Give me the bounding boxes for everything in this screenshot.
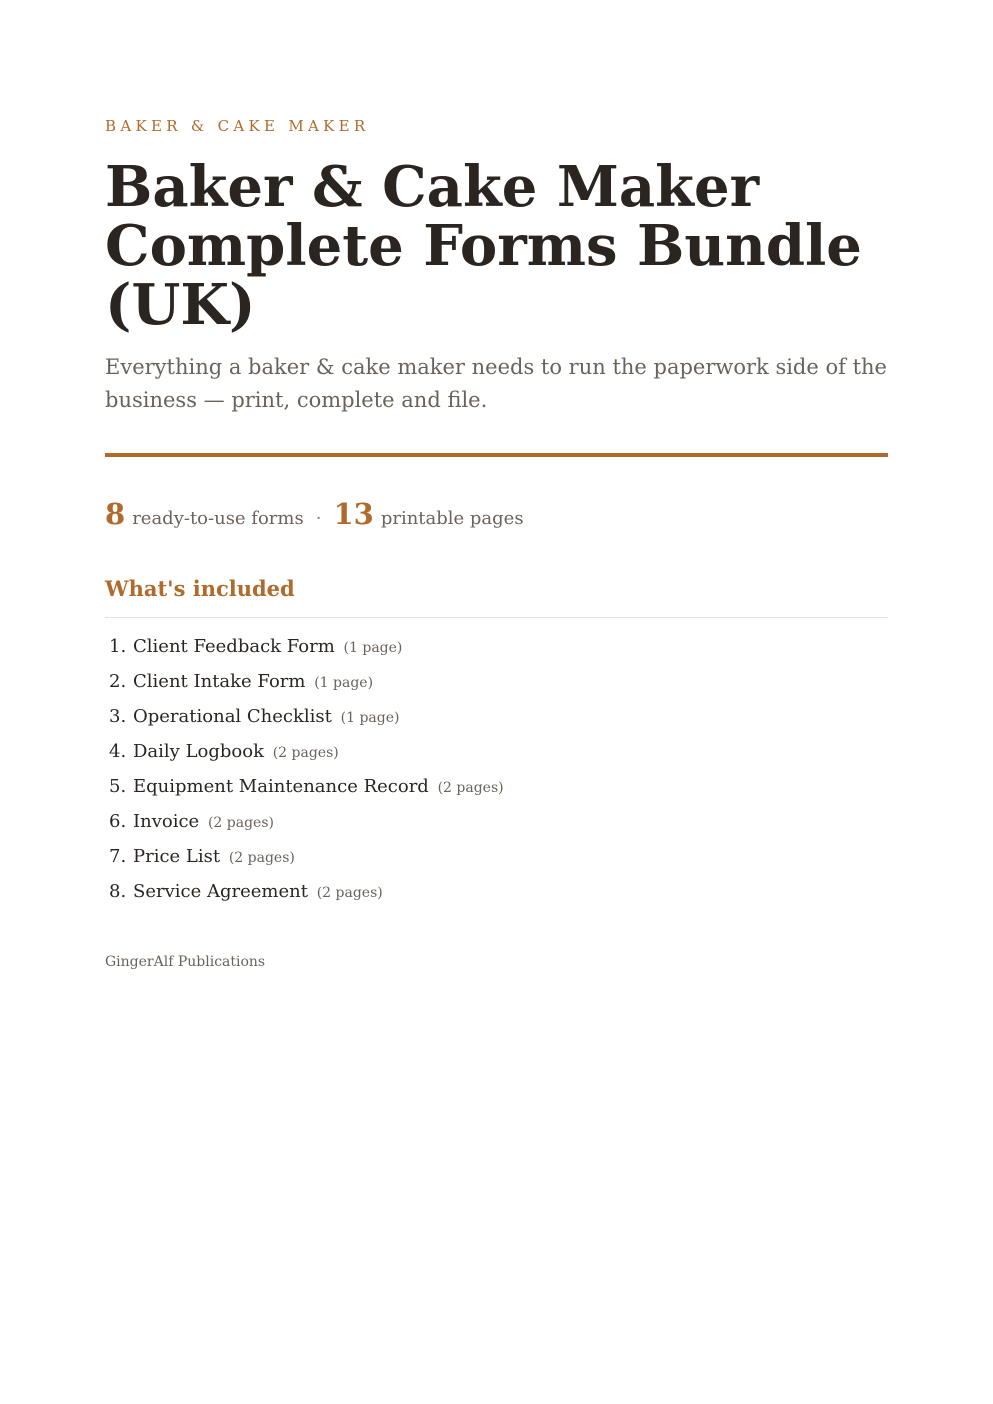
- list-item-number: 5.: [109, 776, 127, 797]
- page-title: Baker & Cake Maker Complete Forms Bundle (UK): [105, 154, 862, 338]
- list-item: [109, 737, 504, 772]
- list-item: [109, 632, 504, 667]
- list-item-name: Client Feedback Form: [133, 636, 335, 657]
- forms-count-label: ready-to-use forms: [132, 508, 304, 529]
- list-item: [109, 842, 504, 877]
- list-item-number: 2.: [109, 671, 127, 692]
- accent-divider: [105, 453, 888, 457]
- publisher-credit: GingerAlf Publications: [105, 954, 266, 970]
- list-item-name: Invoice: [133, 811, 200, 832]
- list-item-pages: (2 pages): [207, 815, 274, 831]
- list-item: [109, 667, 504, 702]
- list-item-name: Client Intake Form: [133, 671, 306, 692]
- list-item-pages: (2 pages): [437, 780, 504, 796]
- list-item-pages: (1 page): [343, 640, 403, 656]
- pages-count: 13: [333, 497, 374, 531]
- list-item-name: Service Agreement: [133, 881, 308, 902]
- list-item: [109, 772, 504, 807]
- list-item-number: 3.: [109, 706, 127, 727]
- list-item-pages: (1 page): [314, 675, 374, 691]
- list-item: [109, 807, 504, 842]
- section-divider: [105, 617, 888, 618]
- list-item: [109, 702, 504, 737]
- list-item-number: 1.: [109, 636, 127, 657]
- list-item-pages: (2 pages): [228, 850, 295, 866]
- list-item-name: Equipment Maintenance Record: [133, 776, 429, 797]
- list-item-name: Daily Logbook: [133, 741, 264, 762]
- bundle-stats: [105, 497, 524, 537]
- included-heading: What's included: [105, 576, 295, 601]
- included-forms-list: [109, 632, 504, 912]
- pages-count-label: printable pages: [380, 508, 524, 529]
- forms-count: 8: [105, 497, 126, 531]
- list-item-number: 8.: [109, 881, 127, 902]
- list-item: [109, 877, 504, 912]
- list-item-pages: (1 page): [340, 710, 400, 726]
- category-eyebrow: BAKER & CAKE MAKER: [105, 117, 370, 135]
- list-item-pages: (2 pages): [316, 885, 383, 901]
- list-item-pages: (2 pages): [272, 745, 339, 761]
- stats-separator: ·: [315, 508, 322, 529]
- list-item-number: 4.: [109, 741, 127, 762]
- list-item-number: 6.: [109, 811, 127, 832]
- list-item-name: Operational Checklist: [133, 706, 332, 727]
- page-subtitle: Everything a baker & cake maker needs to run the paperwork side of the business — print, complete and file.: [105, 355, 887, 412]
- list-item-name: Price List: [133, 846, 221, 867]
- list-item-number: 7.: [109, 846, 127, 867]
